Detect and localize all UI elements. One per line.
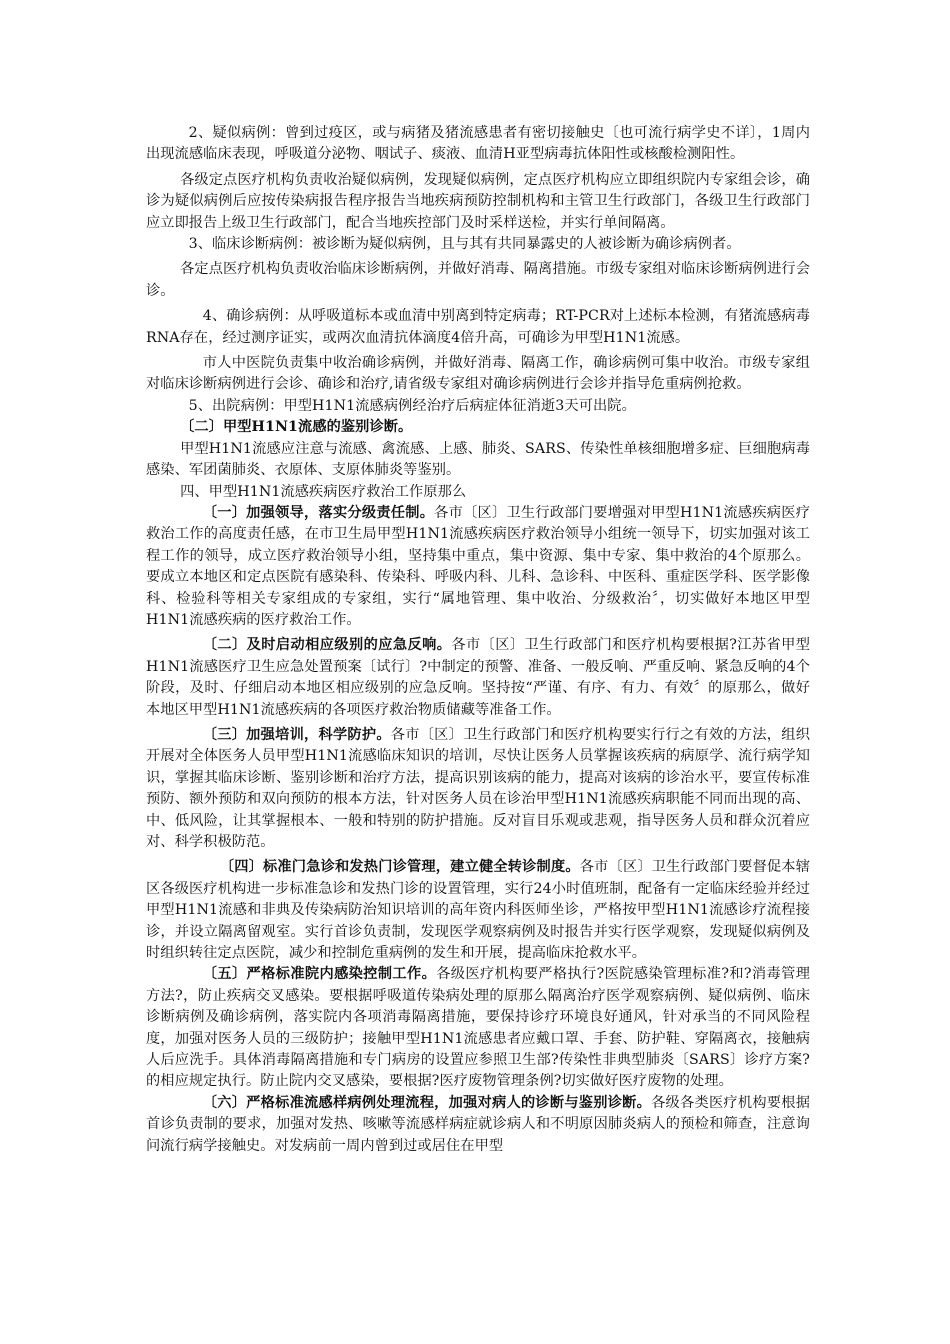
paragraph-confirmed-handling: 市人中医院负责集中收治确诊病例，并做好消毒、隔离工作，确诊病例可集中收治。市级专家组对临床诊断病例进行会诊、确诊和治疗,请省级专家组对确诊病例进行会诊并指导危重病例抢救。 [146, 355, 810, 393]
flu-like-heading: 〔六〕严格标准流感样病例处理流程，加强对病人的诊断与鉴别诊断。 [202, 1094, 652, 1111]
emergency-heading: 〔二〕及时启动相应级别的应急反响。 [202, 637, 452, 654]
paragraph-differential: 甲型H1N1流感应注意与流感、禽流感、上感、肺炎、SARS、传染性单核细胞增多症、巨细胞病毒感染、军团菌肺炎、衣原体、支原体肺炎等鉴别。 [146, 440, 810, 479]
paragraph-confirmed-case: 4、确诊病例：从呼吸道标本或血清中别离到特定病毒；RT-PCR对上述标本检测，有猪流感病毒RNA存在，经过测序证实，或两次血清抗体滴度4倍升高，可确诊为甲型H1N1流感。 [146, 308, 810, 346]
training-heading: 〔三〕加强培训，科学防护。 [202, 726, 391, 743]
heading-section-four: 四、甲型H1N1流感疾病医疗救治工作原那么 [180, 483, 467, 500]
paragraph-clinical-handling: 各定点医疗机构负责收治临床诊断病例，并做好消毒、隔离措施。市级专家组对临床诊断病例进行会诊。 [146, 261, 810, 299]
leadership-heading: 〔一〕加强领导，落实分级责任制。 [202, 504, 435, 521]
infection-heading: 〔五〕严格标准院内感染控制工作。 [202, 966, 437, 983]
emergency-body: 各市〔区〕卫生行政部门和医疗机构要根据?江苏省甲型H1N1流感医疗卫生应急处置预案〔试行〕?中制定的预警、准备、一般反响、严重反响、紧急反响的4个阶段，及时、仔细启动本地区相应级别的应急反响。坚持按“严谨、有序、有力、有效〞的原那么，做好本地区甲型H1N1流感疾病的各项医疗救治物质储藏等准备工作。 [146, 637, 811, 718]
training-body: 各市〔区〕卫生行政部门和医疗机构要实行行之有效的方法，组织开展对全体医务人员甲型H1N1流感临床知识的培训，尽快让医务人员掌握该疾病的病原学、流行病学知识，掌握其临床诊断、鉴别诊断和治疗方法，提高识别该病的能力，提高对该病的诊治水平，要宣传标准预防、额外预防和双向预防的根本方法，针对医务人员在诊治甲型H1N1流感疾病职能不同而出现的高、中、低风险，让其掌握根本、一般和特别的防护措施。反对盲目乐观或悲观，指导医务人员和群众沉着应对、科学积极防范。 [146, 726, 810, 850]
paragraph-leadership [146, 503, 810, 631]
paragraph-suspected-handling: 各级定点医疗机构负责收治疑似病例，发现疑似病例，定点医疗机构应立即组织院内专家组会诊，确诊为疑似病例后应按传染病报告程序报告当地疾病预防控制机构和主管卫生行政部门，各级卫生行政部门应立即报告上级卫生行政部门，配合当地疾控部门及时采样送检，并实行单间隔离。 [146, 171, 810, 231]
paragraph-suspected-case: 2、疑似病例：曾到过疫区，或与病猪及猪流感患者有密切接触史〔也可流行病学史不详〕，1周内出现流感临床表现，呼吸道分泌物、咽试子、痰液、血清H亚型病毒抗体阳性或核酸检测阳性。 [146, 125, 810, 163]
flu-like-body: 各级各类医疗机构要根据首诊负责制的要求，加强对发热、咳嗽等流感样病症就诊病人和不明原因肺炎病人的预检和筛查，注意询问流行病学接触史。对发病前一周内曾到过或居住在甲型 [146, 1094, 810, 1154]
leadership-body: 各市〔区〕卫生行政部门要增强对甲型H1N1流感疾病医疗救治工作的高度责任感，在市卫生局甲型H1N1流感疾病医疗救治领导小组统一领导下，切实加强对该工程工作的领导，成立医疗救治领导小组，坚持集中重点，集中资源、集中专家、集中救治的4个原那么。要成立本地区和定点医院有感染科、传染科、呼吸内科、儿科、急诊科、中医科、重症医学科、医学影像科、检验科等相关专家组成的专家组，实行“属地管理、集中收治、分级救治〞，切实做好本地区甲型H1N1流感疾病的医疗救治工作。 [146, 504, 810, 628]
paragraph-emergency-response [146, 635, 810, 721]
paragraph-training [146, 725, 810, 853]
paragraph-flu-like-cases [146, 1093, 810, 1157]
outpatient-heading: 〔四〕标准门急诊和发热门诊管理，建立健全转诊制度。 [219, 859, 580, 876]
outpatient-body: 各市〔区〕卫生行政部门要督促本辖区各级医疗机构进一步标准急诊和发热门诊的设置管理，实行24小时值班制，配备有一定临床经验并经过甲型H1N1流感和非典及传染病防治知识培训的高年资内科医师坐诊，严格按甲型H1N1流感诊疗流程接诊，并设立隔离留观室。实行首诊负责制，发现医学观察病例及时报告并实行医学观察，发现疑似病例及时组织转往定点医院，减少和控制危重病例的发生和开展，提高临床抢救水平。 [146, 859, 810, 962]
heading-differential-diagnosis: 〔二〕甲型H1N1流感的鉴别诊断。 [180, 419, 413, 436]
document-body [146, 123, 810, 1157]
infection-body: 各级医疗机构要严格执行?医院感染管理标准?和?消毒管理方法?，防止疾病交叉感染。要根据呼吸道传染病处理的原那么隔离治疗医学观察病例、疑似病例、临床诊断病例及确诊病例，落实院内各项消毒隔离措施，要保持诊疗环境良好通风，针对承当的不同风险程度，加强对医务人员的三级防护；接触甲型H1N1流感患者应戴口罩、手套、防护鞋、穿隔离衣，接触病人后应洗手。具体消毒隔离措施和专门病房的设置应参照卫生部?传染性非典型肺炎〔SARS〕诊疗方案?的相应规定执行。防止院内交叉感染，要根据?医疗废物管理条例?切实做好医疗废物的处理。 [146, 966, 810, 1090]
paragraph-outpatient [146, 857, 810, 964]
paragraph-infection-control [146, 964, 810, 1092]
paragraph-discharge: 5、出院病例：甲型H1N1流感病例经治疗后病症体征消逝3天可出院。 [188, 397, 636, 414]
paragraph-clinical-case: 3、临床诊断病例：被诊断为疑似病例，且与其有共同暴露史的人被诊断为确诊病例者。 [188, 236, 741, 253]
